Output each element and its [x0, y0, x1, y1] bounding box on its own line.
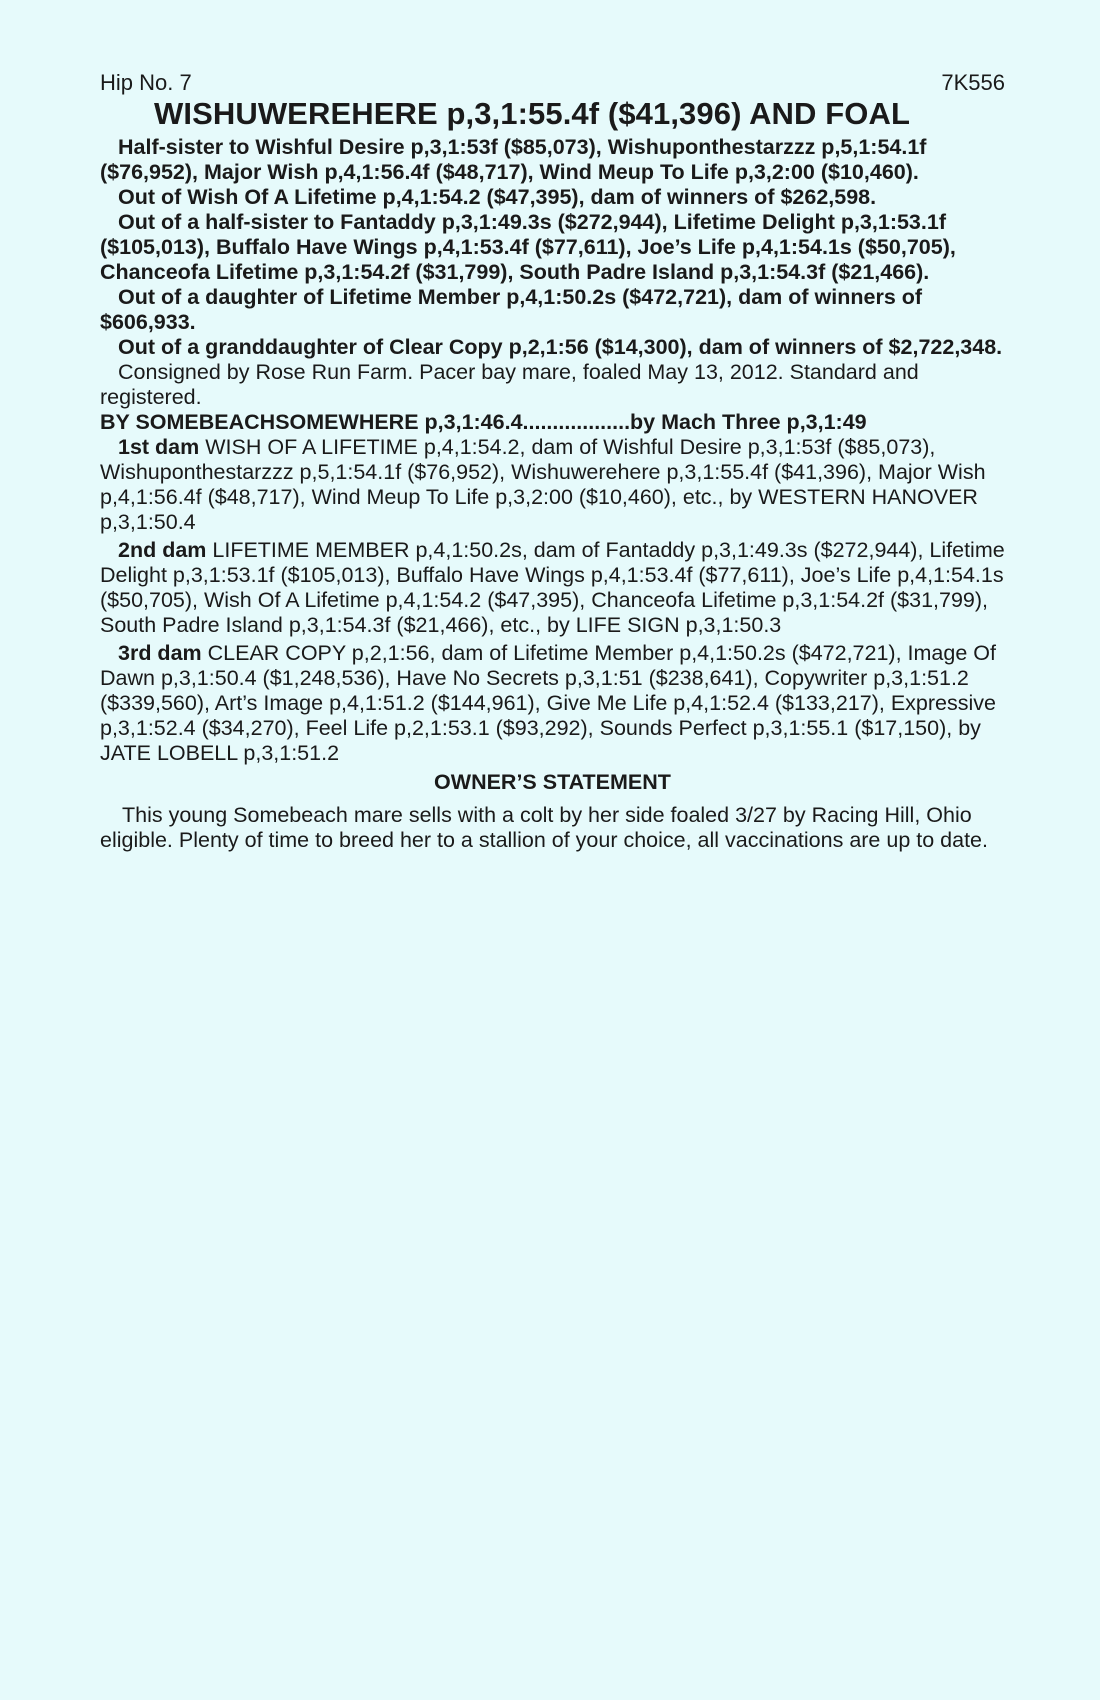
hip-row	[100, 70, 1005, 96]
consignment-info: Consigned by Rose Run Farm. Pacer bay mare, foaled May 13, 2012. Standard and registered.	[100, 360, 919, 409]
entry-title: WISHUWEREHERE p,3,1:55.4f ($41,396) AND FOAL	[154, 96, 911, 131]
summary-line-1: Half-sister to Wishful Desire p,3,1:53f ($85,073), Wishuponthestarzzz p,5,1:54.1f ($76,952), Major Wish p,4,1:56.4f ($48,717), Wind Meup To Life p,3,2:00 ($10,460).	[100, 135, 927, 184]
second-dam	[100, 538, 1005, 638]
entry-code: 7K556	[941, 70, 1005, 95]
summary-line-2: Out of Wish Of A Lifetime p,4,1:54.2 ($47,395), dam of winners of $262,598.	[118, 185, 877, 209]
second-dam-text: LIFETIME MEMBER p,4,1:50.2s, dam of Fantaddy p,3,1:49.3s ($272,944), Lifetime Delight p,3,1:53.1f ($105,013), Buffalo Have Wings p,4,1:53.4f ($77,611), Joe’s Life p,4,1:54.1s ($50,705), Wish Of A Lifetime p,4,1:54.2 ($47,395), Chanceofa Lifetime p,3,1:54.2f ($31,799), South Padre Island p,3,1:54.3f ($21,466), etc., by LIFE SIGN p,3,1:50.3	[100, 538, 1005, 637]
summary-line-5: Out of a granddaughter of Clear Copy p,2,1:56 ($14,300), dam of winners of $2,722,348.	[118, 335, 1003, 359]
third-dam-label: 3rd dam	[118, 641, 202, 665]
first-dam	[100, 435, 1005, 535]
third-dam-text: CLEAR COPY p,2,1:56, dam of Lifetime Member p,4,1:50.2s ($472,721), Image Of Dawn p,3,1:50.4 ($1,248,536), Have No Secrets p,3,1:51 ($238,641), Copywriter p,3,1:51.2 ($339,560), Art’s Image p,4,1:51.2 ($144,961), Give Me Life p,4,1:52.4 ($133,217), Expressive p,3,1:52.4 ($34,270), Feel Life p,2,1:53.1 ($93,292), Sounds Perfect p,3,1:55.1 ($17,150), by JATE LOBELL p,3,1:51.2	[100, 641, 996, 765]
second-dam-label: 2nd dam	[118, 538, 207, 562]
owner-statement-text: This young Somebeach mare sells with a colt by her side foaled 3/27 by Racing Hill, Ohio eligible. Plenty of time to breed her to a stallion of your choice, all vaccinations are up to date.	[100, 803, 988, 852]
third-dam	[100, 641, 1005, 766]
first-dam-label: 1st dam	[118, 435, 200, 459]
sire-line: BY SOMEBEACHSOMEWHERE p,3,1:46.4..................by Mach Three p,3,1:49	[100, 410, 867, 434]
summary-line-3: Out of a half-sister to Fantaddy p,3,1:49.3s ($272,944), Lifetime Delight p,3,1:53.1f ($105,013), Buffalo Have Wings p,4,1:53.4f ($77,611), Joe’s Life p,4,1:54.1s ($50,705), Chanceofa Lifetime p,3,1:54.2f ($31,799), South Padre Island p,3,1:54.3f ($21,466).	[100, 210, 956, 284]
entry-content	[100, 70, 1005, 853]
hip-number: Hip No. 7	[100, 70, 192, 95]
summary-line-4: Out of a daughter of Lifetime Member p,4,1:50.2s ($472,721), dam of winners of $606,933.	[100, 285, 923, 334]
first-dam-text: WISH OF A LIFETIME p,4,1:54.2, dam of Wishful Desire p,3,1:53f ($85,073), Wishuponthestarzzz p,5,1:54.1f ($76,952), Wishuwerehere p,3,1:55.4f ($41,396), Major Wish p,4,1:56.4f ($48,717), Wind Meup To Life p,3,2:00 ($10,460), etc., by WESTERN HANOVER p,3,1:50.4	[100, 435, 986, 534]
owner-statement-heading: OWNER’S STATEMENT	[434, 770, 671, 794]
